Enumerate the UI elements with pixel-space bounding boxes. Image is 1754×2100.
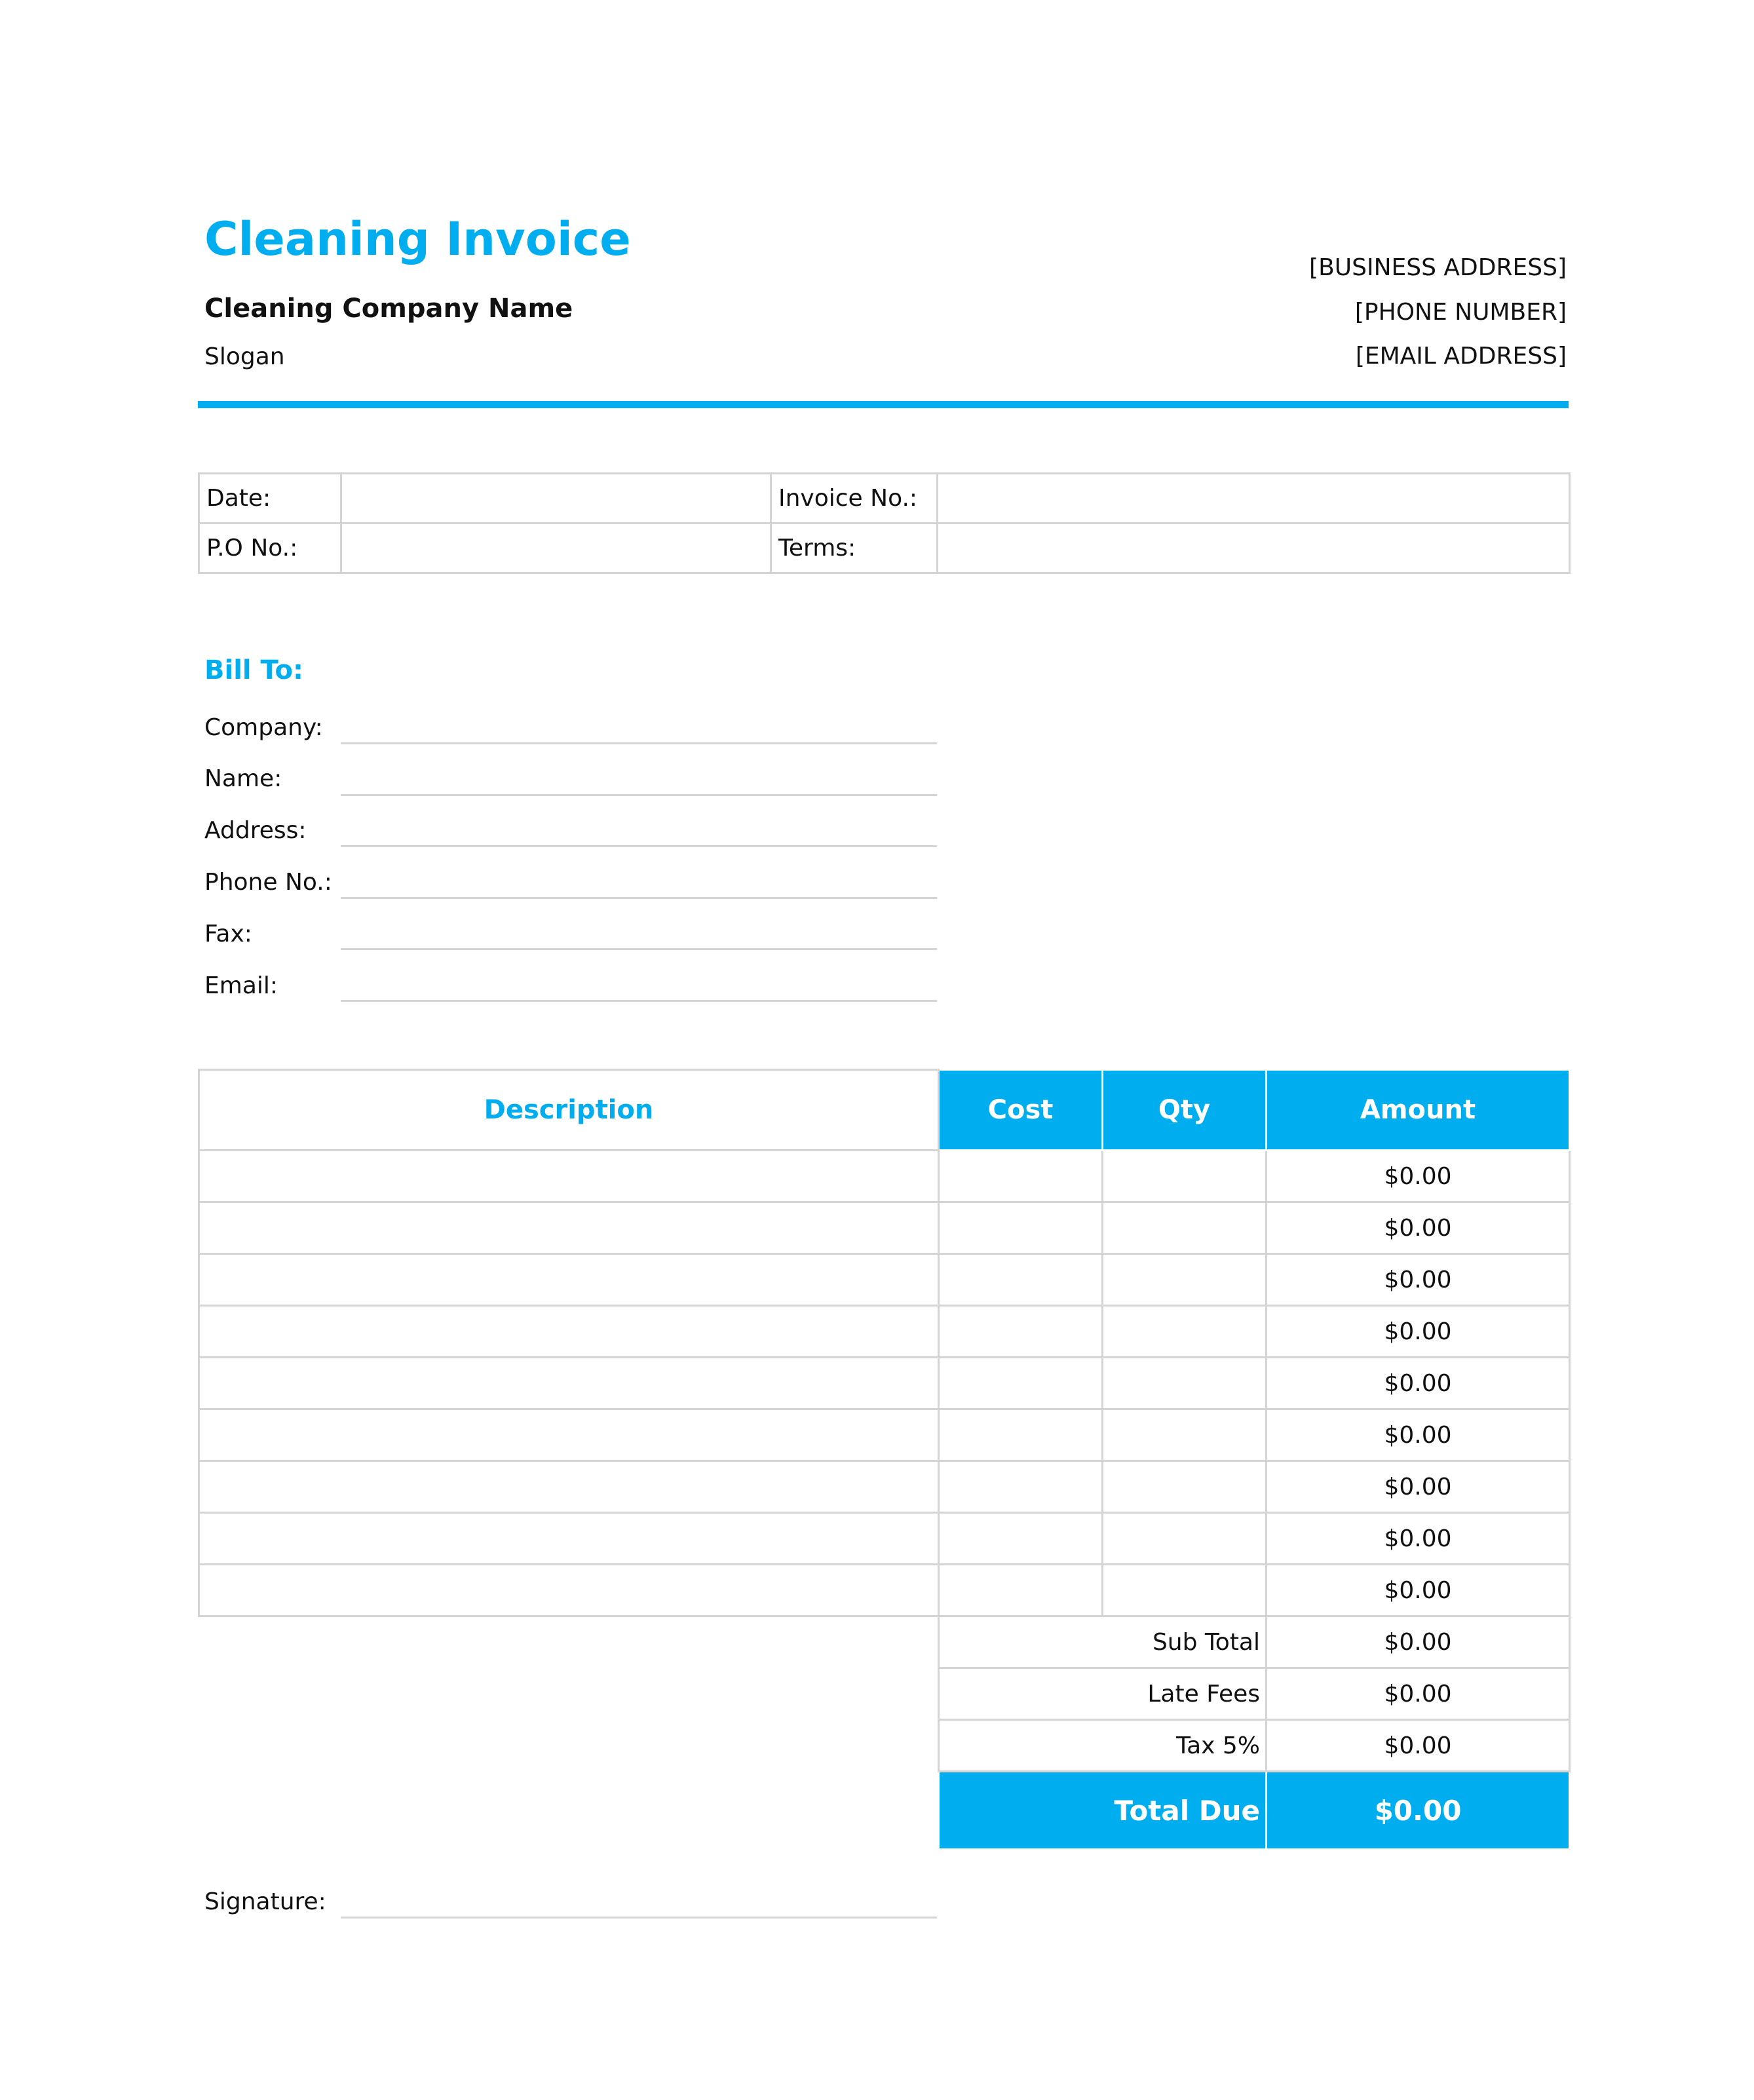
invoice-info-table bbox=[198, 472, 1571, 574]
info-row bbox=[199, 474, 1570, 524]
table-row bbox=[199, 1461, 1570, 1513]
phone-number: [PHONE NUMBER] bbox=[1354, 299, 1567, 326]
table-row bbox=[199, 1513, 1570, 1565]
qty-cell[interactable] bbox=[1103, 1254, 1267, 1306]
description-cell[interactable] bbox=[199, 1254, 939, 1306]
amount-cell: $0.00 bbox=[1267, 1513, 1570, 1565]
table-row bbox=[199, 1151, 1570, 1202]
qty-cell[interactable] bbox=[1103, 1306, 1267, 1358]
table-row bbox=[199, 1409, 1570, 1461]
qty-cell[interactable] bbox=[1103, 1409, 1267, 1461]
bill-to-fax-field[interactable] bbox=[341, 948, 937, 950]
cost-cell[interactable] bbox=[939, 1151, 1103, 1202]
table-row bbox=[199, 1565, 1570, 1616]
cost-header: Cost bbox=[939, 1070, 1103, 1151]
qty-cell[interactable] bbox=[1103, 1565, 1267, 1616]
company-name: Cleaning Company Name bbox=[204, 294, 573, 324]
invoice-no-field[interactable] bbox=[938, 474, 1570, 524]
table-row bbox=[199, 1306, 1570, 1358]
qty-header: Qty bbox=[1103, 1070, 1267, 1151]
po-no-label: P.O No.: bbox=[199, 524, 341, 573]
table-row bbox=[199, 1358, 1570, 1409]
cost-cell[interactable] bbox=[939, 1513, 1103, 1565]
bill-to-address-label: Address: bbox=[204, 817, 307, 844]
description-cell[interactable] bbox=[199, 1151, 939, 1202]
amount-cell: $0.00 bbox=[1267, 1461, 1570, 1513]
qty-cell[interactable] bbox=[1103, 1358, 1267, 1409]
total-due-row bbox=[199, 1772, 1570, 1850]
late-fees-row bbox=[199, 1668, 1570, 1720]
signature-field[interactable] bbox=[341, 1917, 937, 1919]
cost-cell[interactable] bbox=[939, 1358, 1103, 1409]
date-label: Date: bbox=[199, 474, 341, 524]
bill-to-name-field[interactable] bbox=[341, 794, 937, 796]
date-field[interactable] bbox=[341, 474, 771, 524]
description-cell[interactable] bbox=[199, 1565, 939, 1616]
bill-to-name-label: Name: bbox=[204, 765, 282, 792]
header-divider bbox=[198, 401, 1569, 408]
cost-cell[interactable] bbox=[939, 1306, 1103, 1358]
tax-row bbox=[199, 1720, 1570, 1772]
amount-cell: $0.00 bbox=[1267, 1202, 1570, 1254]
description-cell[interactable] bbox=[199, 1306, 939, 1358]
amount-cell: $0.00 bbox=[1267, 1358, 1570, 1409]
invoice-title: Cleaning Invoice bbox=[204, 212, 631, 266]
description-cell[interactable] bbox=[199, 1461, 939, 1513]
bill-to-email-field[interactable] bbox=[341, 1000, 937, 1002]
qty-cell[interactable] bbox=[1103, 1461, 1267, 1513]
cost-cell[interactable] bbox=[939, 1202, 1103, 1254]
terms-field[interactable] bbox=[938, 524, 1570, 573]
bill-to-company-label: Company: bbox=[204, 714, 323, 741]
cost-cell[interactable] bbox=[939, 1254, 1103, 1306]
description-cell[interactable] bbox=[199, 1358, 939, 1409]
bill-to-fax-label: Fax: bbox=[204, 921, 252, 947]
bill-to-phone-field[interactable] bbox=[341, 897, 937, 899]
description-cell[interactable] bbox=[199, 1202, 939, 1254]
slogan: Slogan bbox=[204, 343, 285, 370]
description-header: Description bbox=[199, 1070, 939, 1151]
cost-cell[interactable] bbox=[939, 1461, 1103, 1513]
bill-to-address-field[interactable] bbox=[341, 845, 937, 847]
items-header-row bbox=[199, 1070, 1570, 1151]
tax-value: $0.00 bbox=[1267, 1720, 1570, 1772]
amount-cell: $0.00 bbox=[1267, 1565, 1570, 1616]
bill-to-email-label: Email: bbox=[204, 972, 278, 999]
total-due-value: $0.00 bbox=[1267, 1772, 1570, 1850]
tax-label: Tax 5% bbox=[939, 1720, 1267, 1772]
cost-cell[interactable] bbox=[939, 1409, 1103, 1461]
signature-label: Signature: bbox=[204, 1888, 326, 1915]
amount-cell: $0.00 bbox=[1267, 1254, 1570, 1306]
terms-label: Terms: bbox=[771, 524, 938, 573]
invoice-no-label: Invoice No.: bbox=[771, 474, 938, 524]
email-address: [EMAIL ADDRESS] bbox=[1355, 343, 1567, 370]
late-fees-value: $0.00 bbox=[1267, 1668, 1570, 1720]
description-cell[interactable] bbox=[199, 1513, 939, 1565]
cost-cell[interactable] bbox=[939, 1565, 1103, 1616]
business-address: [BUSINESS ADDRESS] bbox=[1309, 254, 1567, 281]
bill-to-phone-label: Phone No.: bbox=[204, 869, 332, 896]
sub-total-label: Sub Total bbox=[939, 1616, 1267, 1668]
qty-cell[interactable] bbox=[1103, 1513, 1267, 1565]
qty-cell[interactable] bbox=[1103, 1202, 1267, 1254]
description-cell[interactable] bbox=[199, 1409, 939, 1461]
qty-cell[interactable] bbox=[1103, 1151, 1267, 1202]
sub-total-value: $0.00 bbox=[1267, 1616, 1570, 1668]
line-items-table bbox=[198, 1069, 1571, 1850]
amount-cell: $0.00 bbox=[1267, 1306, 1570, 1358]
table-row bbox=[199, 1202, 1570, 1254]
amount-header: Amount bbox=[1267, 1070, 1570, 1151]
po-no-field[interactable] bbox=[341, 524, 771, 573]
table-row bbox=[199, 1254, 1570, 1306]
sub-total-row bbox=[199, 1616, 1570, 1668]
late-fees-label: Late Fees bbox=[939, 1668, 1267, 1720]
total-due-label: Total Due bbox=[939, 1772, 1267, 1850]
amount-cell: $0.00 bbox=[1267, 1151, 1570, 1202]
info-row bbox=[199, 524, 1570, 573]
bill-to-heading: Bill To: bbox=[204, 655, 303, 685]
amount-cell: $0.00 bbox=[1267, 1409, 1570, 1461]
bill-to-company-field[interactable] bbox=[341, 742, 937, 744]
